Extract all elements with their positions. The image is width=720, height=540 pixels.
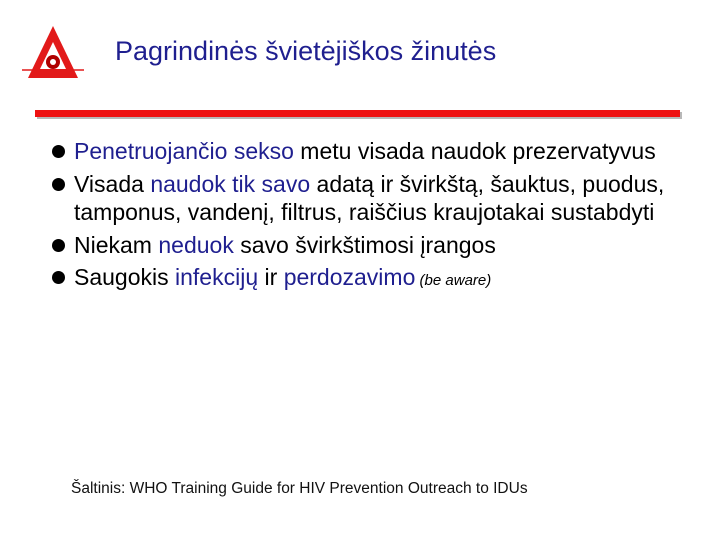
highlighted-text: neduok	[158, 231, 234, 258]
highlighted-text: naudok tik savo	[150, 170, 311, 197]
bullet-text: savo švirkštimosi įrangos	[233, 231, 496, 258]
bullet-item	[48, 231, 708, 260]
bullet-text: Visada	[74, 170, 151, 197]
red-triangle-logo-icon	[22, 22, 84, 82]
highlighted-text: perdozavimo	[283, 264, 416, 291]
bullet-dot-icon	[52, 178, 65, 191]
bullet-text: ir	[258, 264, 284, 291]
bullet-text: (be aware)	[415, 272, 492, 290]
bullet-text: Saugokis	[74, 264, 176, 291]
highlighted-text: Penetruojančio sekso	[74, 138, 294, 164]
bullet-item	[48, 170, 708, 227]
title-divider	[35, 110, 680, 117]
bullet-text: Niekam	[74, 231, 159, 258]
bullet-dot-icon	[52, 271, 65, 284]
bullet-item	[48, 137, 708, 166]
bullet-dot-icon	[52, 145, 65, 158]
slide-title: Pagrindinės švietėjiškos žinutės	[115, 36, 497, 66]
bullet-item	[48, 263, 708, 296]
source-citation: Šaltinis: WHO Training Guide for HIV Prevention Outreach to IDUs	[71, 480, 528, 497]
highlighted-text: infekcijų	[175, 264, 259, 291]
bullet-text: metu visada naudok prezervatyvus	[293, 138, 656, 164]
bullet-dot-icon	[52, 239, 65, 252]
bullet-text: adatą ir švirkštą, šauktus, puodus, tamponus, vandenį, filtrus, raiščius kraujotakai sustabdyti	[74, 170, 665, 226]
bullet-list	[48, 137, 708, 300]
